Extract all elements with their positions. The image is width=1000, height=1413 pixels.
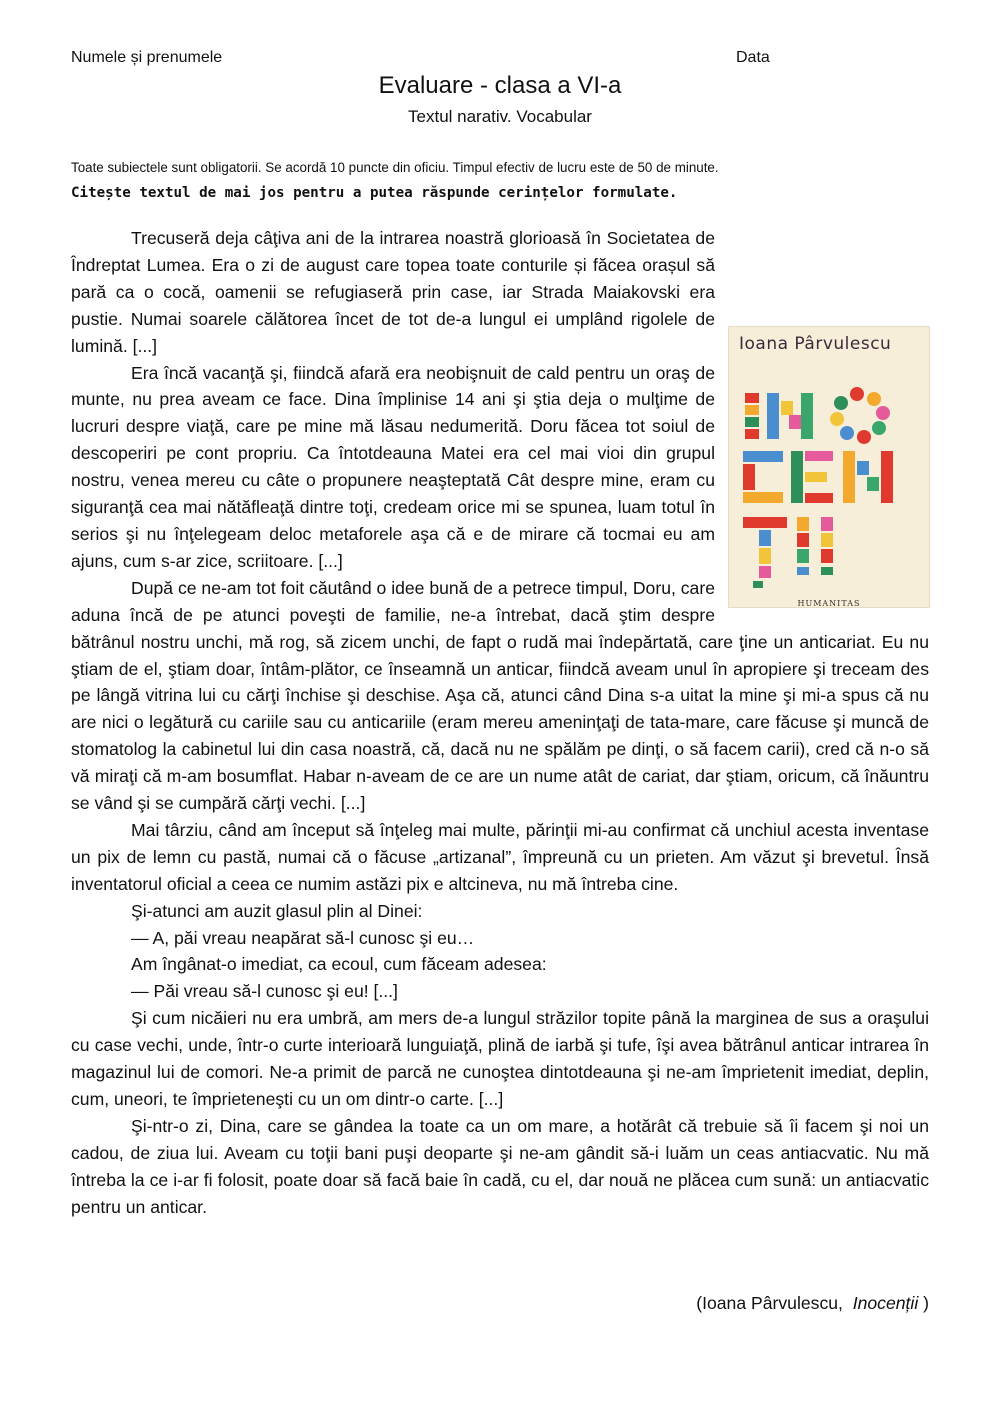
book-cover-image	[729, 327, 929, 609]
story-paragraph-2: Era încă vacanţă şi, fiindcă afară era neobişnuit de cald pentru un oraş de munte, nu prea aveam ce face. Dina împlinise 14 ani şi ştia deja o mulţime de lucruri despre viaţă, care pe mine mă lăsau nedumerită. Doru făcea tot soiul de descoperiri pe cont propriu. Ca întotdeauna Matei era cel mai vioi din grupul nostru, venea mereu cu câte o propunere neaşteptată Cât despre mine, eram cu siguranţă cea mai nătăfleaţă dintre toţi, credeam orice mi se spunea, luam totul în serios şi nu înţelegeam deloc metaforele aşa că e de mirare că tocmai eu am ajuns, cum s-ar zice, scriitoare. [...]	[71, 362, 715, 571]
cover-letter-o	[830, 387, 890, 444]
source-work-title: Inocenții	[852, 1293, 919, 1313]
cover-letter-i2	[797, 517, 809, 575]
cover-letter-e	[791, 451, 833, 503]
story-dialogue-1: — A, păi vreau neapărat să-l cunosc şi eu…	[131, 927, 475, 948]
date-label: Data	[736, 49, 770, 66]
exam-instructions: Toate subiectele sunt obligatorii. Se acordă 10 puncte din oficiu. Timpul efectiv de lucru este de 50 de minute.	[71, 160, 719, 175]
cover-letter-i3	[821, 517, 833, 575]
text-source-citation	[696, 1293, 929, 1314]
cover-letter-n2	[843, 451, 893, 503]
story-paragraph-7: Am îngânat-o imediat, ca ecoul, cum făceam adesea:	[131, 954, 547, 975]
cover-letter-c	[743, 451, 783, 503]
cover-letter-t	[743, 517, 787, 588]
story-paragraph-9: Şi cum nicăieri nu era umbră, am mers de-a lungul străzilor topite până la marginea de sus a oraşului cu case vechi, unde, într-o curte interioară lunguiaţă, plină de iarbă şi tufe, îşi avea bătrânul anticar intrarea în magazinul lui de comori. Ne-a primit de parcă ne cunoştea dintotdeauna şi ne-am împrietenit imediat, deplin, cum, uneori, te împrieteneşti cu un om dintr-o carte. [...]	[71, 1008, 929, 1109]
page-title: Evaluare - clasa a VI-a	[378, 72, 622, 99]
story-text	[71, 225, 929, 1221]
source-close: )	[923, 1293, 929, 1313]
name-label: Numele și prenumele	[71, 49, 223, 66]
page-subtitle: Textul narativ. Vocabular	[408, 107, 592, 126]
story-paragraph-3: După ce ne-am tot foit căutând o idee bună de a petrece timpul, Doru, care aduna încă de pe atunci poveşti de familie, ne-a întrebat, dacă ştim despre bătrânul nostru unchi, mă rog, să zicem unchi, de fapt o rudă mai îndepărtată, care ţine un anticariat. Eu nu ştiam de el, ştiam doar, întâm-plător, ce înseamnă un anticar, fiindcă aveam unul în apropiere şi treceam des pe lângă vitrina lui cu cărţi închise şi deschise. Aşa că, atunci când Dina s-a uitat la mine şi mi-a spus că nu are nici o legătură cu cariile sau cu anticariile (eram mereu ameninţaţi de tata-mare, care făcuse şi muncă de stomatolog la cabinetul lui din casa noastră, că, dacă nu ne spălăm pe dinţi, o să facem carii), cred că n-o să vă miraţi că m-am bosumflat. Habar n-aveam de ce are un nume atât de cariat, dar ştiam, oricum, că înăuntru se vând şi se cumpără cărţi vechi. [...]	[71, 577, 929, 814]
story-paragraph-1: Trecuseră deja câţiva ani de la intrarea noastră glorioasă în Societatea de Îndreptat Lumea. Era o zi de august care topea toate conturile și făcea orașul să pară ca o cocă, oamenii se refugiaseră prin case, iar Strada Maiakovski era pustie. Numai soarele călătorea încet de tot de-a lungul ei umplând rigolele de lumină. [...]	[71, 228, 715, 356]
story-paragraph-4: Mai târziu, când am început să înţeleg mai multe, părinţii mi-au confirmat că unchiul acesta inventase un pix de lemn cu pastă, numai că o făcuse „artizanal”, împreună cu un prieten. Am văzut şi brevetul. Însă inventatorul oficial a ceea ce numim astăzi pix e altcineva, nu mă întreba cine.	[71, 819, 929, 894]
cover-letter-n1	[767, 393, 813, 439]
book-cover-author: Ioana Pârvulescu	[739, 334, 892, 354]
source-author: (Ioana Pârvulescu,	[696, 1293, 843, 1313]
book-cover-title-art	[729, 327, 929, 607]
cover-letter-i1	[745, 393, 759, 439]
story-paragraph-5: Şi-atunci am auzit glasul plin al Dinei:	[131, 900, 423, 921]
reading-instruction: Citește textul de mai jos pentru a putea răspunde cerințelor formulate.	[71, 185, 678, 201]
book-cover-publisher: HUMANITAS	[797, 599, 861, 607]
story-paragraph-10: Şi-ntr-o zi, Dina, care se gândea la toate ca un om mare, a hotărât că trebuie să îi facem şi noi un cadou, de ziua lui. Aveam cu toţii bani puşi deoparte şi ne-am gândit să-i luăm un ceas antiacvatic. Nu mă întreba la ce i-ar fi folosit, poate doar să facă baie în cadă, cu el, dar nouă ne plăcea cum sună: un antiacvatic pentru un anticar.	[71, 1115, 929, 1217]
story-dialogue-2: — Păi vreau să-l cunosc şi eu! [...]	[131, 981, 398, 1002]
